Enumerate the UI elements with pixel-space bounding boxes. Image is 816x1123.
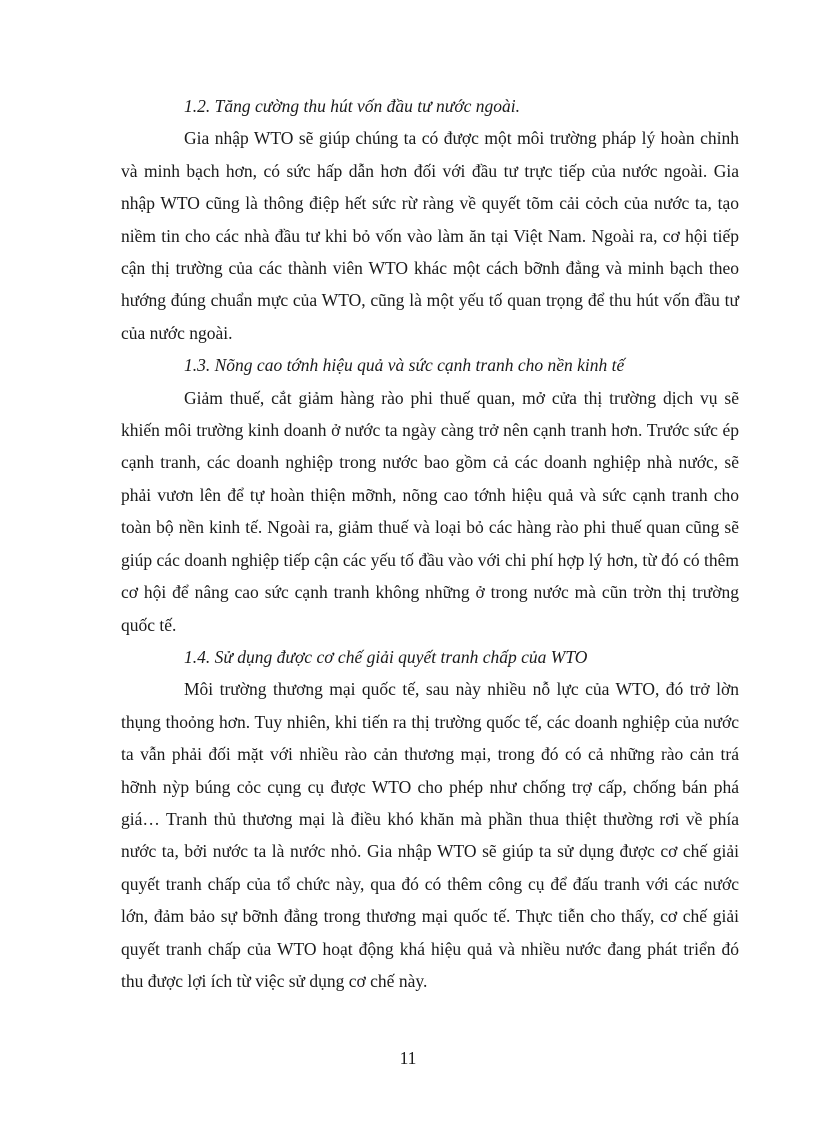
- section-paragraph-1-2: Gia nhập WTO sẽ giúp chúng ta có được một môi trường pháp lý hoàn chỉnh và minh bạch hơn, có sức hấp dẫn hơn đối với đầu tư trực tiếp của nước ngoài. Gia nhập WTO cũng là thông điệp hết sức rừ ràng về quyết tõm cải cỏch của nước ta, tạo niềm tin cho các nhà đầu tư khi bỏ vốn vào làm ăn tại Việt Nam. Ngoài ra, cơ hội tiếp cận thị trường của các thành viên WTO khác một cách bỡnh đẳng và minh bạch theo hướng đúng chuẩn mực của WTO, cũng là một yếu tố quan trọng để thu hút vốn đầu tư của nước ngoài.: [121, 128, 739, 343]
- section-heading-1-2: 1.2. Tăng cường thu hút vốn đầu tư nước ngoài.: [184, 96, 521, 116]
- page-body: [121, 90, 739, 997]
- section-heading-1-4: 1.4. Sử dụng được cơ chế giải quyết tranh chấp của WTO: [184, 646, 588, 667]
- section-heading-1-3: 1.3. Nõng cao tớnh hiệu quả và sức cạnh tranh cho nền kinh tế: [184, 355, 625, 376]
- section-paragraph-1-3: Giảm thuế, cắt giảm hàng rào phi thuế quan, mở cửa thị trường dịch vụ sẽ khiến môi trường kinh doanh ở nước ta ngày càng trở nên cạnh tranh hơn. Trước sức ép cạnh tranh, các doanh nghiệp trong nước bao gồm cả các doanh nghiệp nhà nước, sẽ phải vươn lên để tự hoàn thiện mỡnh, nõng cao tớnh hiệu quả và sức cạnh tranh cho toàn bộ nền kinh tế. Ngoài ra, giảm thuế và loại bỏ các hàng rào phi thuế quan cũng sẽ giúp các doanh nghiệp tiếp cận các yếu tố đầu vào với chi phí hợp lý hơn, từ đó có thêm cơ hội để nâng cao sức cạnh tranh không những ở trong nước mà cũn trờn thị trường quốc tế.: [121, 387, 739, 635]
- page-number: 11: [399, 1048, 417, 1068]
- section-paragraph-1-4: Môi trường thương mại quốc tế, sau này nhiều nỗ lực của WTO, đó trở lờn thụng thoỏng hơn. Tuy nhiên, khi tiến ra thị trường quốc tế, các doanh nghiệp của nước ta vẫn phải đối mặt với nhiều rào cản thương mại, trong đó có cả những rào cản trá hỡnh nỳp búng cỏc cụng cụ được WTO cho phép như chống trợ cấp, chống bán phá giá… Tranh thủ thương mại là điều khó khăn mà phần thua thiệt thường rơi về phía nước ta, bởi nước ta là nước nhỏ. Gia nhập WTO sẽ giúp ta sử dụng được cơ chế giải quyết tranh chấp của tổ chức này, qua đó có thêm công cụ để đấu tranh với các nước lớn, đảm bảo sự bỡnh đẳng trong thương mại quốc tế. Thực tiễn cho thấy, cơ chế giải quyết tranh chấp của WTO hoạt động khá hiệu quả và nhiều nước đang phát triển đó thu được lợi ích từ việc sử dụng cơ chế này.: [121, 679, 739, 991]
